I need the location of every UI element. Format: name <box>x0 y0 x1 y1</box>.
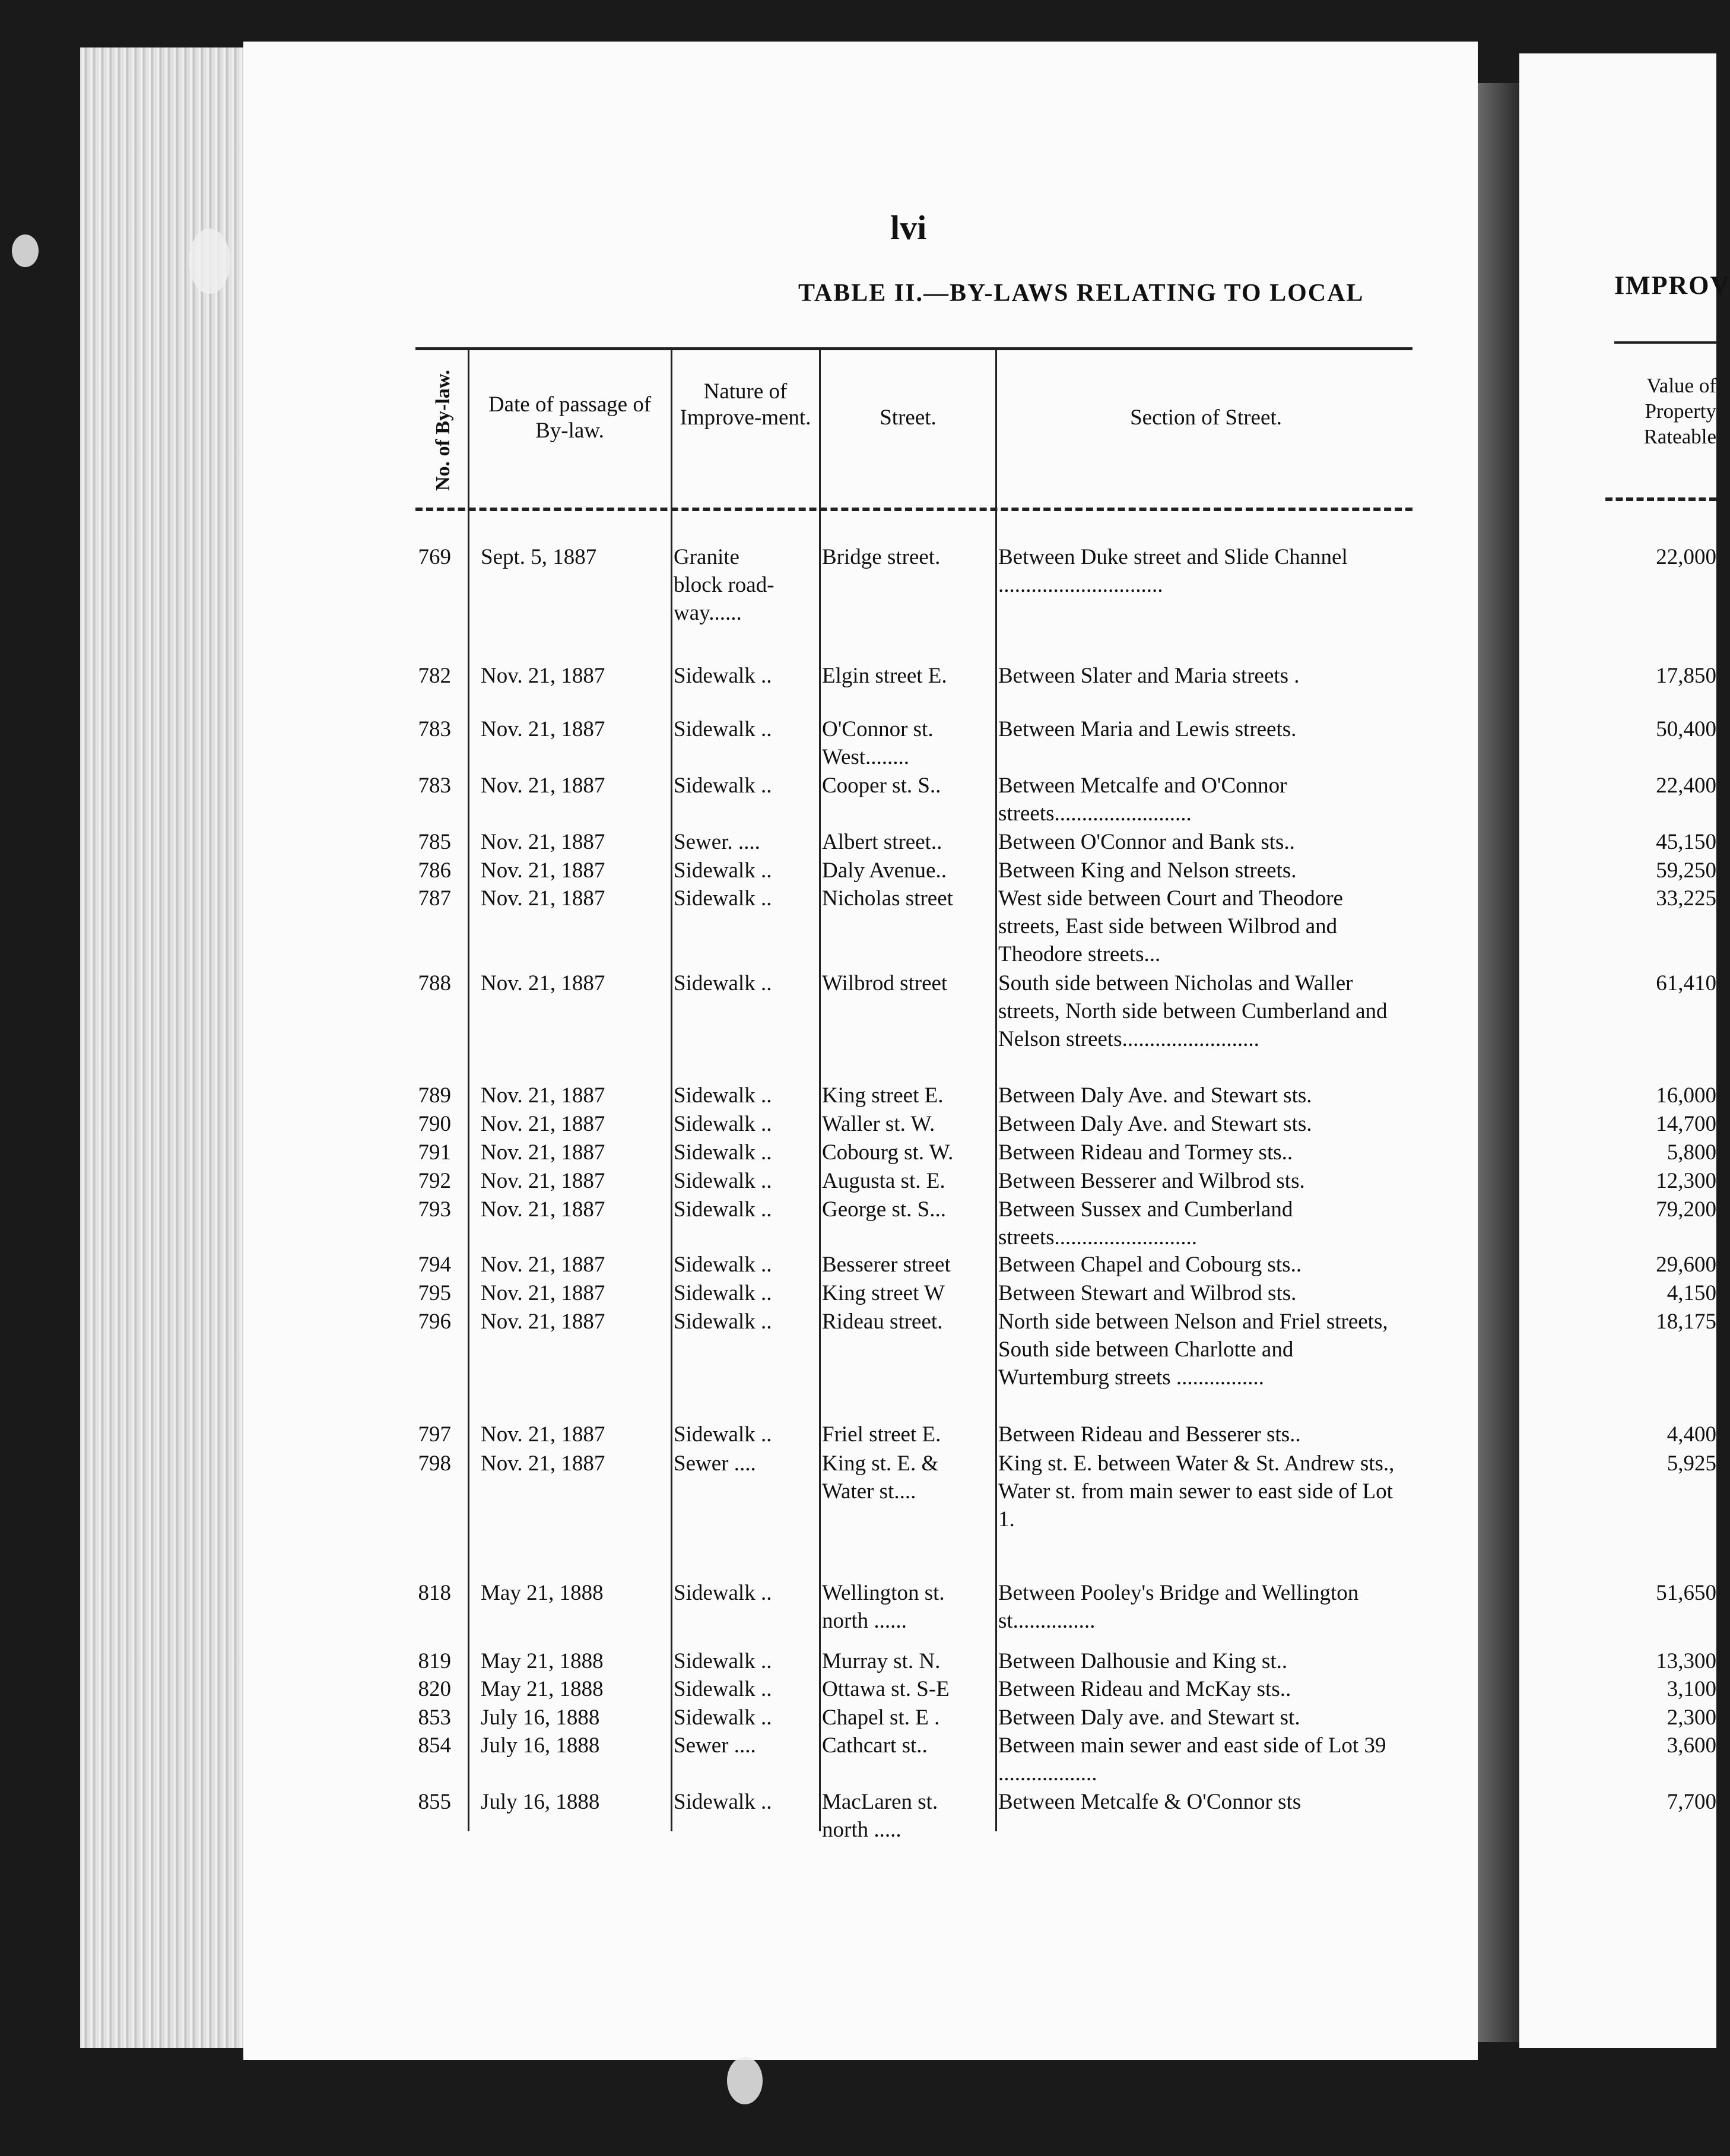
column-divider <box>671 350 672 1831</box>
value-cell: 79,200 <box>1656 1197 1716 1222</box>
date-cell: July 16, 1888 <box>481 1790 600 1814</box>
date-cell: Nov. 21, 1887 <box>481 1140 605 1165</box>
section-cell: Between Chapel and Cobourg sts.. <box>998 1253 1302 1277</box>
value-cell: 4,400 <box>1666 1422 1716 1447</box>
street-cell: King st. E. & Water st.... <box>822 1451 939 1504</box>
book-page-edges <box>80 47 252 2048</box>
section-cell: Between Besserer and Wilbrod sts. <box>998 1169 1305 1193</box>
date-cell: Nov. 21, 1887 <box>481 717 605 741</box>
street-cell: Ottawa st. S-E <box>822 1677 950 1701</box>
value-cell: 4,150 <box>1666 1281 1716 1305</box>
date-cell: Nov. 21, 1887 <box>481 1451 605 1476</box>
section-cell: Between Sussex and Cumberland streets.......................... <box>998 1197 1293 1250</box>
table-top-rule <box>415 347 1412 350</box>
bylaw-number-cell: 787 <box>418 886 451 911</box>
page-number: lvi <box>890 208 927 247</box>
nature-cell: Sidewalk .. <box>674 1281 772 1305</box>
header-bylaw-text: No. of By-law. <box>432 370 454 491</box>
value-cell: 12,300 <box>1656 1169 1716 1193</box>
nature-cell: Sidewalk .. <box>674 1705 772 1730</box>
date-cell: July 16, 1888 <box>481 1733 600 1758</box>
date-cell: Nov. 21, 1887 <box>481 1281 605 1305</box>
bylaw-number-cell: 783 <box>418 717 451 741</box>
value-cell: 13,300 <box>1656 1649 1716 1673</box>
bylaw-number-cell: 820 <box>418 1677 451 1701</box>
bylaw-number-cell: 789 <box>418 1083 451 1108</box>
bylaw-number-cell: 790 <box>418 1112 451 1136</box>
street-cell: O'Connor st. West........ <box>822 717 934 769</box>
section-cell: West side between Court and Theodore streets, East side between Wilbrod and Theodore streets... <box>998 886 1343 966</box>
street-cell: Cobourg st. W. <box>822 1140 954 1165</box>
nature-cell: Sidewalk .. <box>674 1790 772 1814</box>
street-cell: Waller st. W. <box>822 1112 935 1136</box>
bylaw-number-cell: 783 <box>418 773 451 798</box>
header-street: Street. <box>880 405 937 430</box>
date-cell: Nov. 21, 1887 <box>481 1083 605 1108</box>
bylaw-number-cell: 819 <box>418 1649 451 1673</box>
paper-stain <box>189 229 230 294</box>
bylaw-number-cell: 785 <box>418 830 451 854</box>
nature-cell: Sidewalk .. <box>674 664 772 688</box>
nature-cell: Sidewalk .. <box>674 1253 772 1277</box>
section-cell: Between Duke street and Slide Channel .............................. <box>998 545 1348 597</box>
nature-cell: Sidewalk .. <box>674 717 772 741</box>
section-cell: North side between Nelson and Friel streets, South side between Charlotte and Wurtemburg streets ................ <box>998 1310 1388 1390</box>
value-cell: 59,250 <box>1656 858 1716 883</box>
section-cell: Between Maria and Lewis streets. <box>998 717 1297 741</box>
nature-cell: Sidewalk .. <box>674 858 772 883</box>
section-cell: Between Metcalfe & O'Connor sts <box>998 1790 1302 1814</box>
bylaw-number-cell: 853 <box>418 1705 451 1730</box>
section-cell: Between Pooley's Bridge and Wellington st............... <box>998 1581 1359 1633</box>
street-cell: Nicholas street <box>822 886 953 911</box>
street-cell: Friel street E. <box>822 1422 941 1447</box>
date-cell: Nov. 21, 1887 <box>481 858 605 883</box>
value-cell: 22,400 <box>1656 773 1716 798</box>
section-cell: Between Rideau and Besserer sts.. <box>998 1422 1301 1447</box>
bylaw-number-cell: 818 <box>418 1581 451 1605</box>
value-cell: 3,600 <box>1666 1733 1716 1758</box>
nature-cell: Sidewalk .. <box>674 1649 772 1673</box>
section-cell: Between Daly Ave. and Stewart sts. <box>998 1083 1312 1108</box>
bylaw-number-cell: 769 <box>418 545 451 569</box>
street-cell: Daly Avenue.. <box>822 858 947 883</box>
header-nature: Nature of Improve-ment. <box>680 379 811 430</box>
bylaw-number-cell: 855 <box>418 1790 451 1814</box>
nature-cell: Sidewalk .. <box>674 1169 772 1193</box>
bylaw-number-cell: 798 <box>418 1451 451 1476</box>
section-cell: Between Stewart and Wilbrod sts. <box>998 1281 1297 1305</box>
bylaw-number-cell: 854 <box>418 1733 451 1758</box>
section-cell: Between Dalhousie and King st.. <box>998 1649 1288 1673</box>
nature-cell: Granite block road-way...... <box>674 545 774 625</box>
nature-cell: Sidewalk .. <box>674 1112 772 1136</box>
bylaw-number-cell: 782 <box>418 664 451 688</box>
street-cell: MacLaren st. north ..... <box>822 1790 938 1842</box>
section-cell: Between King and Nelson streets. <box>998 858 1297 883</box>
nature-cell: Sidewalk .. <box>674 1310 772 1334</box>
bylaw-number-cell: 797 <box>418 1422 451 1447</box>
date-cell: May 21, 1888 <box>481 1581 604 1605</box>
adjacent-top-rule <box>1614 341 1716 344</box>
street-cell: Albert street.. <box>822 830 942 854</box>
value-cell: 14,700 <box>1656 1112 1716 1136</box>
bylaw-number-cell: 788 <box>418 971 451 995</box>
value-cell: 7,700 <box>1666 1790 1716 1814</box>
adjacent-header-rule <box>1605 497 1716 501</box>
value-cell: 50,400 <box>1656 717 1716 741</box>
header-section: Section of Street. <box>1130 405 1282 430</box>
bylaw-number-cell: 791 <box>418 1140 451 1165</box>
value-cell: 51,650 <box>1656 1581 1716 1605</box>
paper-stain <box>727 2057 763 2104</box>
date-cell: May 21, 1888 <box>481 1677 604 1701</box>
street-cell: Augusta st. E. <box>822 1169 945 1193</box>
value-cell: 22,000 <box>1656 545 1716 569</box>
value-cell: 5,800 <box>1666 1140 1716 1165</box>
nature-cell: Sidewalk .. <box>674 1422 772 1447</box>
date-cell: Nov. 21, 1887 <box>481 1112 605 1136</box>
street-cell: Wellington st. north ...... <box>822 1581 945 1633</box>
date-cell: Nov. 21, 1887 <box>481 886 605 911</box>
value-cell: 29,600 <box>1656 1253 1716 1277</box>
header-date: Date of passage of By-law. <box>488 392 652 443</box>
section-cell: Between Rideau and McKay sts.. <box>998 1677 1291 1701</box>
date-cell: Nov. 21, 1887 <box>481 830 605 854</box>
nature-cell: Sidewalk .. <box>674 773 772 798</box>
value-cell: 16,000 <box>1656 1083 1716 1108</box>
value-cell: 45,150 <box>1656 830 1716 854</box>
bylaw-number-cell: 786 <box>418 858 451 883</box>
section-cell: Between Daly ave. and Stewart st. <box>998 1705 1300 1730</box>
date-cell: Sept. 5, 1887 <box>481 545 597 569</box>
street-cell: Besserer street <box>822 1253 951 1277</box>
column-divider <box>819 350 821 1831</box>
value-cell: 2,300 <box>1666 1705 1716 1730</box>
street-cell: Chapel st. E . <box>822 1705 940 1730</box>
street-cell: Elgin street E. <box>822 664 947 688</box>
bylaw-number-cell: 795 <box>418 1281 451 1305</box>
date-cell: July 16, 1888 <box>481 1705 600 1730</box>
nature-cell: Sewer. .... <box>674 830 760 854</box>
nature-cell: Sidewalk .. <box>674 1140 772 1165</box>
header-value: Value of Property Rateable <box>1643 374 1716 448</box>
value-cell: 33,225 <box>1656 886 1716 911</box>
bylaw-number-cell: 796 <box>418 1310 451 1334</box>
date-cell: Nov. 21, 1887 <box>481 773 605 798</box>
street-cell: King street W <box>822 1281 945 1305</box>
table-title: TABLE II.—BY-LAWS RELATING TO LOCAL <box>798 280 1364 307</box>
section-cell: Between Metcalfe and O'Connor streets......................... <box>998 773 1287 826</box>
book-gutter <box>1478 83 1519 2042</box>
paper-stain <box>12 234 39 267</box>
bylaw-number-cell: 794 <box>418 1253 451 1277</box>
street-cell: Rideau street. <box>822 1310 943 1334</box>
date-cell: Nov. 21, 1887 <box>481 1253 605 1277</box>
section-cell: Between Rideau and Tormey sts.. <box>998 1140 1293 1165</box>
date-cell: Nov. 21, 1887 <box>481 1422 605 1447</box>
section-cell: Between main sewer and east side of Lot 39 .................. <box>998 1733 1386 1786</box>
section-cell: King st. E. between Water & St. Andrew sts., Water st. from main sewer to east side of Lot 1. <box>998 1451 1395 1532</box>
nature-cell: Sidewalk .. <box>674 1083 772 1108</box>
street-cell: King street E. <box>822 1083 944 1108</box>
nature-cell: Sewer .... <box>674 1451 756 1476</box>
street-cell: Cathcart st.. <box>822 1733 928 1758</box>
street-cell: Cooper st. S.. <box>822 773 941 798</box>
column-divider <box>468 350 469 1831</box>
date-cell: Nov. 21, 1887 <box>481 1197 605 1222</box>
nature-cell: Sidewalk .. <box>674 886 772 911</box>
street-cell: Bridge street. <box>822 545 941 569</box>
bylaw-number-cell: 792 <box>418 1169 451 1193</box>
section-cell: Between Daly Ave. and Stewart sts. <box>998 1112 1312 1136</box>
date-cell: May 21, 1888 <box>481 1649 604 1673</box>
street-cell: Wilbrod street <box>822 971 948 995</box>
nature-cell: Sidewalk .. <box>674 1581 772 1605</box>
street-cell: George st. S... <box>822 1197 946 1222</box>
column-divider <box>995 350 997 1831</box>
nature-cell: Sewer .... <box>674 1733 756 1758</box>
bylaw-number-cell: 793 <box>418 1197 451 1222</box>
street-cell: Murray st. N. <box>822 1649 941 1673</box>
adjacent-page-header: IMPROV <box>1614 271 1730 300</box>
date-cell: Nov. 21, 1887 <box>481 664 605 688</box>
value-cell: 5,925 <box>1666 1451 1716 1476</box>
value-cell: 3,100 <box>1666 1677 1716 1701</box>
nature-cell: Sidewalk .. <box>674 1197 772 1222</box>
nature-cell: Sidewalk .. <box>674 971 772 995</box>
date-cell: Nov. 21, 1887 <box>481 1169 605 1193</box>
header-separator-rule <box>415 508 1412 511</box>
section-cell: Between Slater and Maria streets . <box>998 664 1300 688</box>
nature-cell: Sidewalk .. <box>674 1677 772 1701</box>
date-cell: Nov. 21, 1887 <box>481 971 605 995</box>
date-cell: Nov. 21, 1887 <box>481 1310 605 1334</box>
value-cell: 17,850 <box>1656 664 1716 688</box>
section-cell: South side between Nicholas and Waller streets, North side between Cumberland and Nelson streets......................... <box>998 971 1388 1051</box>
value-cell: 18,175 <box>1656 1310 1716 1334</box>
value-cell: 61,410 <box>1656 971 1716 995</box>
section-cell: Between O'Connor and Bank sts.. <box>998 830 1295 854</box>
